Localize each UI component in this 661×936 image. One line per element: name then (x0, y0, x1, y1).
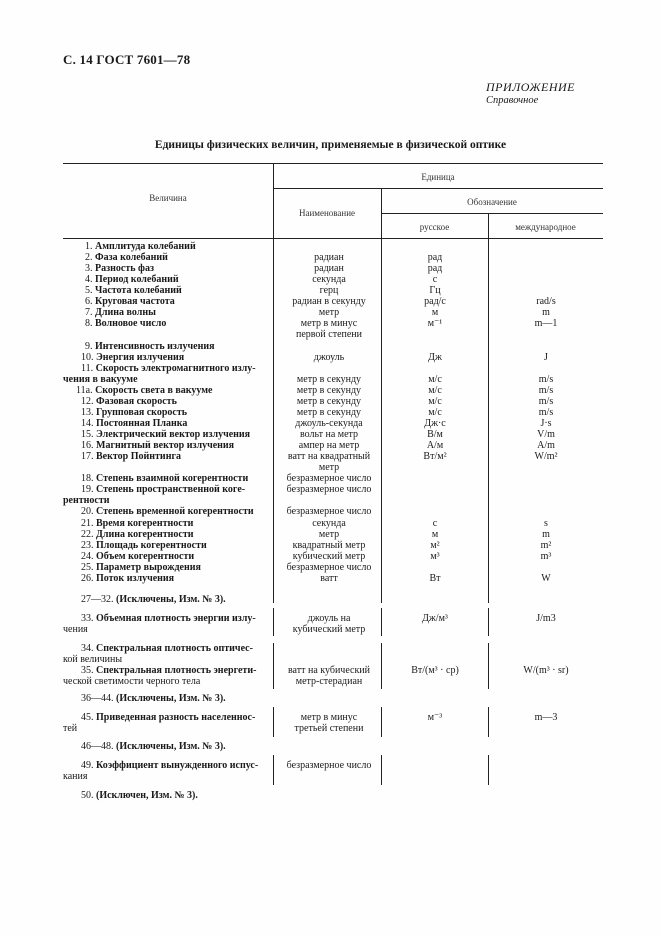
row-num: 13. (81, 406, 94, 418)
international-symbol: W/(m³ · sr) (523, 665, 569, 676)
row-num: 2. (85, 252, 93, 264)
quantity-text: Площадь когерентности (96, 539, 207, 551)
unit-name: метр в секунду (296, 384, 362, 396)
international-symbol: m (542, 307, 550, 319)
international-symbol: V/m (537, 429, 555, 441)
unit-name: метр (318, 307, 340, 319)
unit-name: метр (318, 462, 340, 474)
quantity-cell (63, 252, 290, 263)
note-num: 46—48. (81, 741, 114, 752)
russian-symbol: с (432, 517, 438, 529)
quantity-cell (63, 484, 286, 495)
quantity-text: Магнитный вектор излучения (96, 440, 235, 452)
russian-symbol: рад (427, 252, 443, 264)
quantity-text: тей (63, 723, 78, 734)
quantity-text: Интенсивность излучения (95, 340, 215, 352)
quantity-cell (63, 374, 268, 385)
unit-name: первой степени (295, 329, 363, 341)
unit-name: безразмерное число (286, 473, 372, 485)
russian-symbol: рад (427, 263, 443, 275)
quantity-cell (63, 407, 286, 418)
quantity-cell (63, 518, 286, 529)
russian-symbol: м⁻³ (427, 712, 443, 723)
unit-name: секунда (312, 274, 346, 286)
unit-name: безразмерное число (286, 484, 372, 496)
quantity-text: Фазовая скорость (96, 395, 177, 407)
row-num: 3. (85, 263, 93, 275)
row-num: 17. (81, 451, 94, 463)
appendix-label (486, 80, 575, 106)
quantity-cell (63, 473, 286, 484)
row-34-quantity (63, 643, 286, 654)
russian-symbol: Гц (429, 285, 441, 297)
russian-symbol: рад/с (424, 296, 446, 308)
row-num: 45. (81, 712, 94, 723)
quantity-text: Степень взаимной когерентности (96, 473, 249, 485)
header-bottom-rule (63, 238, 603, 239)
quantity-cell (63, 263, 290, 274)
quantity-text: Электрический вектор излучения (96, 429, 251, 441)
quantity-cell (63, 363, 286, 374)
appendix-title: ПРИЛОЖЕНИЕ (486, 80, 575, 94)
quantity-text: Приведенная разность населеннос- (96, 712, 256, 723)
row-33-quantity (63, 613, 286, 624)
unit-name: радиан (314, 252, 344, 264)
note-46-48 (81, 741, 226, 752)
row-num: 23. (81, 539, 94, 551)
quantity-text: Длина волны (95, 307, 156, 319)
quantity-cell (63, 529, 286, 540)
row-num: 35. (81, 665, 94, 676)
quantity-cell (63, 540, 286, 551)
row-num: 6. (85, 296, 93, 308)
unit-name: ватт на кубический (287, 665, 371, 676)
russian-symbol: м² (430, 539, 440, 551)
note-text: (Исключены, Изм. № 3). (116, 741, 226, 752)
russian-symbol: А/м (426, 440, 444, 452)
row-num: 34. (81, 643, 94, 654)
unit-name: джоуль на (307, 613, 351, 624)
row-num: 20. (81, 506, 94, 518)
russian-symbol: м/с (428, 384, 442, 396)
russian-symbol: м/с (428, 395, 442, 407)
row-num: 9. (85, 340, 93, 352)
russian-symbol: м³ (430, 550, 440, 562)
international-symbol: W (541, 572, 551, 584)
quantity-text: кой величины (63, 654, 123, 665)
row-num: 4. (85, 274, 93, 286)
international-symbol: m³ (540, 550, 552, 562)
russian-symbol: м (431, 307, 439, 319)
quantity-text: Поток излучения (96, 572, 175, 584)
quantity-cell (63, 573, 286, 584)
quantity-text: Спектральная плотность оптичес- (96, 643, 253, 654)
row-num: 19. (81, 484, 94, 496)
unit-name: радиан в секунду (292, 296, 366, 308)
note-27-32 (81, 594, 226, 605)
unit-name: безразмерное число (286, 760, 372, 771)
row-num: 12. (81, 395, 94, 407)
quantity-text: Скорость света в вакууме (95, 384, 213, 396)
note-num: 27—32. (81, 594, 114, 605)
quantity-cell (63, 506, 286, 517)
quantity-cell (63, 241, 290, 252)
note-text: (Исключен, Изм. № 3). (96, 790, 198, 801)
quantity-cell (63, 352, 286, 363)
quantity-cell (63, 562, 286, 573)
quantity-cell (63, 307, 290, 318)
quantity-cell (63, 418, 286, 429)
unit-name: секунда (312, 517, 346, 529)
russian-symbol: В/м (427, 429, 443, 441)
quantity-cell (63, 274, 290, 285)
russian-symbol: Вт/м² (423, 451, 447, 463)
col-designation-header: Обозначение (467, 197, 517, 207)
row-num: 10. (81, 351, 94, 363)
quantity-text: рентности (63, 495, 110, 507)
row-45-quantity (63, 712, 286, 723)
russian-symbol: м/с (428, 406, 442, 418)
unit-name: кубический метр (292, 624, 366, 635)
unit-name: ватт на квадратный (287, 451, 371, 463)
unit-name: ампер на метр (298, 440, 360, 452)
quantity-text: чения в вакууме (63, 373, 138, 385)
row-num: 11. (81, 362, 94, 374)
quantity-cell (63, 495, 268, 506)
russian-symbol: м/с (428, 373, 442, 385)
row-num: 7. (85, 307, 93, 319)
quantity-text: Энергия излучения (96, 351, 185, 363)
quantity-text: Фаза колебаний (95, 252, 168, 264)
russian-symbol: Вт (429, 572, 441, 584)
international-symbol: m/s (538, 395, 554, 407)
unit-name: метр в секунду (296, 373, 362, 385)
unit-name: вольт на метр (299, 429, 359, 441)
row-num: 11а. (76, 384, 93, 396)
unit-name: джоуль-секунда (295, 417, 363, 429)
appendix-subtitle: Справочное (486, 95, 539, 106)
unit-name: метр в минус (300, 318, 358, 330)
table-title: Единицы физических величин, применяемые в физической оптике (154, 139, 507, 151)
quantity-text: Групповая скорость (96, 406, 188, 418)
quantity-text: кания (63, 771, 88, 782)
unit-name: метр (318, 528, 340, 540)
international-symbol: m/s (538, 373, 554, 385)
row-num: 33. (81, 613, 94, 624)
quantity-text: Частота колебаний (95, 285, 182, 297)
international-symbol: m—3 (534, 712, 558, 723)
row-num: 49. (81, 760, 94, 771)
quantity-cell (63, 440, 286, 451)
quantity-text: Волновое число (95, 318, 167, 330)
quantity-text: Степень временной когерентности (96, 506, 254, 518)
unit-name: метр в секунду (296, 406, 362, 418)
row-35-quantity (63, 665, 286, 676)
international-symbol: m (542, 528, 550, 540)
quantity-cell (63, 551, 286, 562)
quantity-text: Время когерентности (96, 517, 194, 529)
quantity-text: чения (63, 624, 88, 635)
international-symbol: rad/s (536, 296, 556, 308)
international-symbol: s (544, 517, 548, 529)
quantity-cell (63, 396, 286, 407)
row-num: 14. (81, 417, 94, 429)
note-num: 50. (81, 790, 94, 801)
international-symbol: m—1 (534, 318, 558, 330)
quantity-text: Объемная плотность энергии излу- (96, 613, 256, 624)
note-num: 36—44. (81, 693, 114, 704)
quantity-cell (63, 285, 290, 296)
quantity-cell (63, 341, 290, 352)
quantity-text: Круговая частота (95, 296, 175, 308)
col-quantity-header: Величина (149, 193, 187, 203)
quantity-text: Длина когерентности (96, 528, 194, 540)
row-num: 21. (81, 517, 94, 529)
row-num: 15. (81, 429, 94, 441)
table-top-rule (63, 163, 603, 164)
quantity-text: Амплитуда колебаний (95, 241, 196, 252)
unit-name: кубический метр (292, 550, 366, 562)
row-num: 1. (85, 241, 93, 252)
quantity-text: Разность фаз (95, 263, 154, 275)
unit-name: квадратный метр (292, 539, 366, 551)
quantity-cell (63, 451, 286, 462)
international-symbol: m² (540, 539, 552, 551)
row-num: 25. (81, 561, 94, 573)
note-text: (Исключены, Изм. № 3). (116, 693, 226, 704)
quantity-text: Параметр вырождения (96, 561, 201, 573)
international-symbol: W/m² (534, 451, 558, 463)
unit-name: метр-стерадиан (295, 676, 363, 687)
quantity-cell (63, 429, 286, 440)
quantity-text: Период колебаний (95, 274, 179, 286)
vline-lower-d3 (488, 755, 489, 785)
quantity-text: Спектральная плотность энергети- (96, 665, 257, 676)
international-symbol: J·s (540, 417, 552, 429)
unit-name: третьей степени (294, 723, 364, 734)
row-num: 26. (81, 572, 94, 584)
international-symbol: m/s (538, 406, 554, 418)
russian-symbol: Дж/м³ (422, 613, 448, 624)
russian-symbol: м (431, 528, 439, 540)
row-num: 22. (81, 528, 94, 540)
row-num: 5. (85, 285, 93, 297)
designation-subrule (381, 213, 603, 214)
quantity-text: Скорость электромагнитного излу- (95, 362, 256, 374)
international-symbol: A/m (537, 440, 555, 452)
quantity-cell (63, 318, 290, 329)
row-49-quantity (63, 760, 286, 771)
quantity-cell (63, 385, 281, 396)
quantity-text: Степень пространственной коге- (96, 484, 246, 496)
row-num: 16. (81, 440, 94, 452)
col-international-header: международное (515, 222, 576, 232)
col-name-header: Наименование (298, 208, 356, 218)
row-num: 8. (85, 318, 93, 330)
unit-name: радиан (314, 263, 344, 275)
unit-subrule (273, 188, 603, 189)
note-50 (81, 790, 198, 801)
row-num: 24. (81, 550, 94, 562)
unit-name: ватт (320, 572, 338, 584)
quantity-text: ческой светимости черного тела (63, 676, 201, 687)
note-text: (Исключены, Изм. № 3). (116, 594, 226, 605)
international-symbol: J (544, 351, 548, 363)
unit-name: безразмерное число (286, 561, 372, 573)
row-num: 18. (81, 473, 94, 485)
quantity-text: Объем когерентности (96, 550, 195, 562)
quantity-text: Коэффициент вынужденного испус- (96, 760, 259, 771)
note-36-44 (81, 693, 226, 704)
russian-symbol: Дж·с (424, 417, 446, 429)
col-unit-header: Единица (421, 172, 455, 182)
unit-name: безразмерное число (286, 506, 372, 518)
col-russian-header: русское (419, 222, 450, 232)
russian-symbol: Дж (428, 351, 442, 363)
unit-name: герц (319, 285, 339, 297)
page-header: С. 14 ГОСТ 7601—78 (63, 52, 191, 67)
quantity-cell (63, 296, 290, 307)
international-symbol: m/s (538, 384, 554, 396)
russian-symbol: Вт/(м³ · ср) (411, 665, 459, 676)
russian-symbol: м⁻¹ (427, 318, 443, 330)
russian-symbol: с (432, 274, 438, 286)
unit-name: метр в минус (300, 712, 358, 723)
unit-name: джоуль (313, 351, 345, 363)
quantity-text: Постоянная Планка (96, 417, 188, 429)
quantity-text: Вектор Пойнтинга (96, 451, 181, 463)
unit-name: метр в секунду (296, 395, 362, 407)
international-symbol: J/m3 (536, 613, 556, 624)
